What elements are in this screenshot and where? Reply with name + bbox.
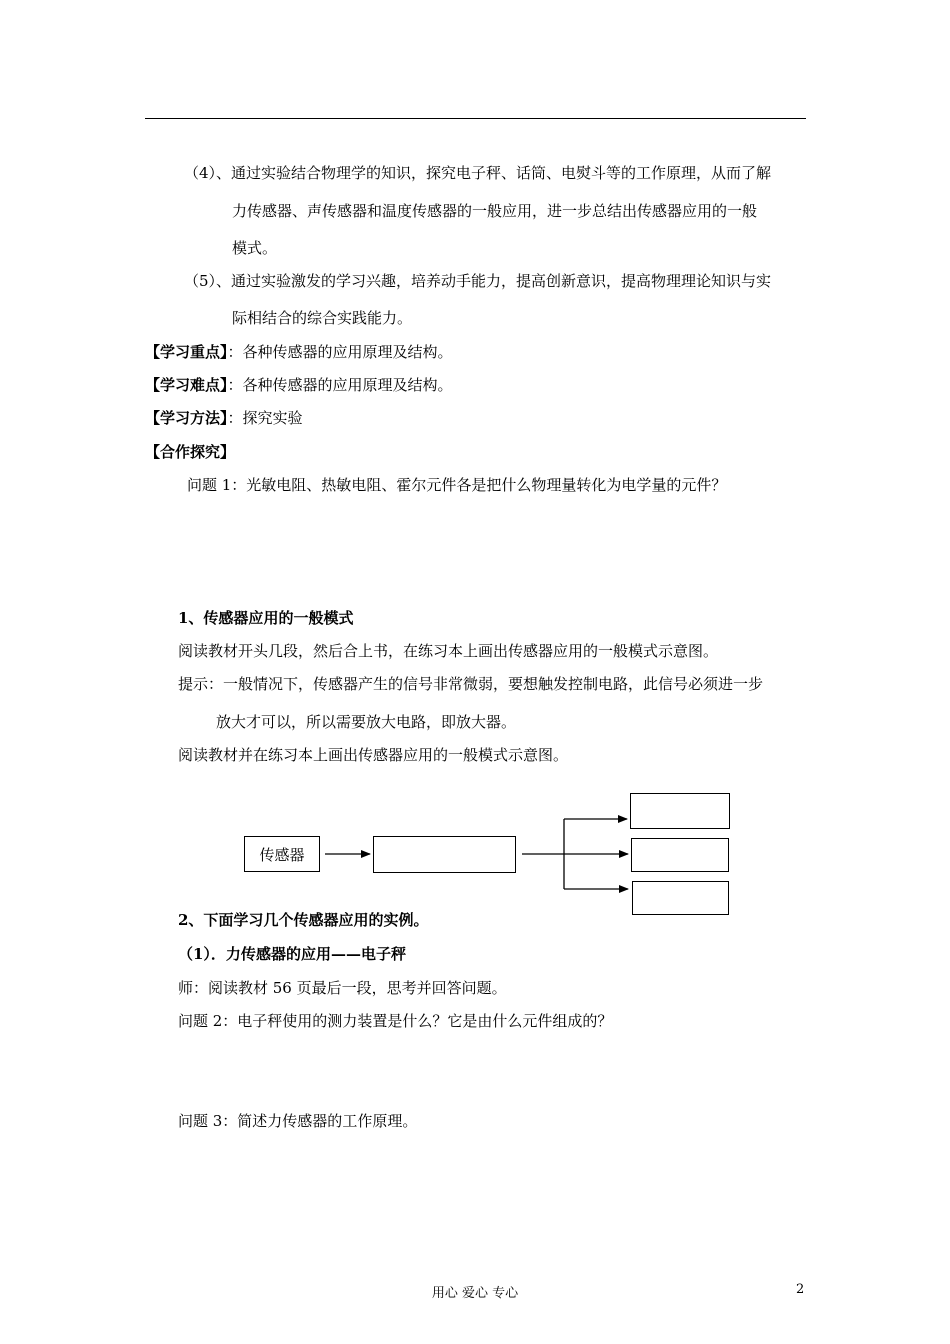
learning-focus-label: 【学习重点】 <box>145 343 228 361</box>
learning-method-text: ：探究实验 <box>227 409 303 427</box>
section-1-para1: 阅读教材开头几段，然后合上书，在练习本上画出传感器应用的一般模式示意图。 <box>178 642 719 660</box>
objective-5-line1: （5）、通过实验激发的学习兴趣，培养动手能力，提高创新意识，提高物理理论知识与实 <box>184 272 772 290</box>
footer-slogan: 用心 爱心 专心 <box>431 1286 519 1301</box>
section-2-sub1: （1）．力传感器的应用——电子秤 <box>178 945 406 963</box>
objective-4-line3: 模式。 <box>232 239 278 257</box>
section-2-heading: 2、下面学习几个传感器应用的实例。 <box>178 911 429 929</box>
objective-4-line2: 力传感器、声传感器和温度传感器的一般应用，进一步总结出传感器应用的一般 <box>232 202 758 220</box>
learning-method-label: 【学习方法】 <box>145 409 228 427</box>
question-3: 问题 3：简述力传感器的工作原理。 <box>178 1112 418 1130</box>
objective-4-line1: （4）、通过实验结合物理学的知识，探究电子秤、话筒、电熨斗等的工作原理，从而了解 <box>184 164 772 182</box>
section-1-heading: 1、传感器应用的一般模式 <box>178 609 354 627</box>
cooperative-explore-label: 【合作探究】 <box>145 443 236 461</box>
section-1-para2: 阅读教材并在练习本上画出传感器应用的一般模式示意图。 <box>178 746 569 764</box>
question-1: 问题 1：光敏电阻、热敏电阻、霍尔元件各是把什么物理量转化为电学量的元件？ <box>187 476 727 494</box>
objective-5-line2: 际相结合的综合实践能力。 <box>232 309 413 327</box>
section-1-hint-line1: 提示：一般情况下，传感器产生的信号非常微弱，要想触发控制电路，此信号必须进一步 <box>178 675 764 693</box>
question-2: 问题 2：电子秤使用的测力装置是什么？它是由什么元件组成的？ <box>178 1012 613 1030</box>
section-1-hint-line2: 放大才可以，所以需要放大电路，即放大器。 <box>216 713 517 731</box>
sensor-box-label: 传感器 <box>259 845 305 864</box>
learning-difficulty-label: 【学习难点】 <box>145 376 228 394</box>
page-number: 2 <box>796 1282 805 1297</box>
learning-difficulty-text: ：各种传感器的应用原理及结构。 <box>227 376 453 394</box>
teacher-instruction: 师：阅读教材 56 页最后一段，思考并回答问题。 <box>178 979 507 997</box>
learning-focus-text: ：各种传感器的应用原理及结构。 <box>227 343 453 361</box>
